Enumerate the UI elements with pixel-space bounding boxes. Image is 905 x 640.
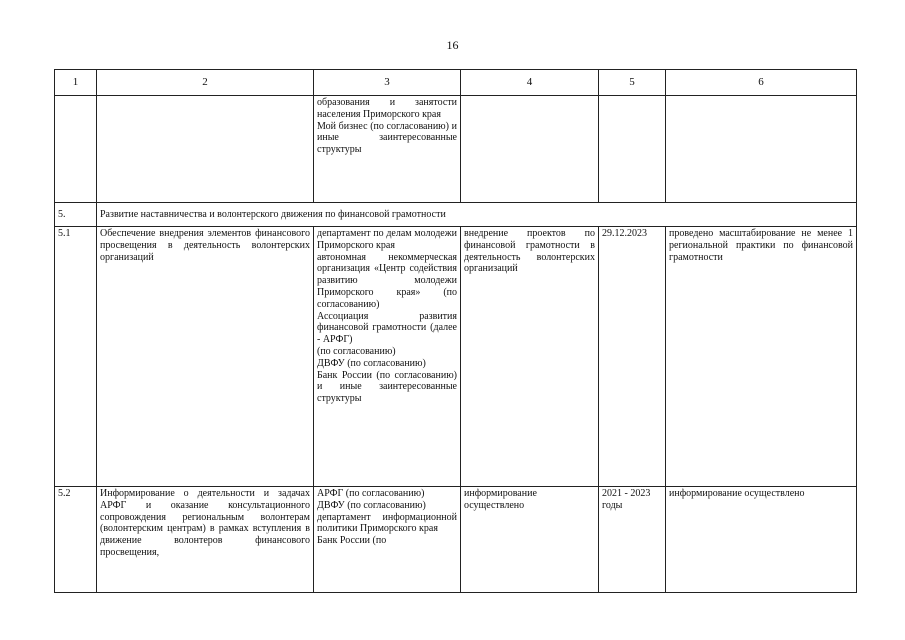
cell-deadline: 29.12.2023 <box>599 227 666 487</box>
header-cell: 2 <box>97 70 314 96</box>
cell-empty <box>599 96 666 203</box>
cell-result: информирование осуществлено <box>461 487 599 593</box>
cell-result: внедрение проектов по финансовой грамотности в деятельность волонтерских организаций <box>461 227 599 487</box>
cell-deadline: 2021 - 2023 годы <box>599 487 666 593</box>
cell-empty <box>97 96 314 203</box>
cell-responsible: образования и занятости населения Приморского края Мой бизнес (по согласованию) и иные заинтересованные структуры <box>314 96 461 203</box>
section-row <box>55 203 857 227</box>
cell-empty <box>666 96 857 203</box>
header-cell: 5 <box>599 70 666 96</box>
header-cell: 3 <box>314 70 461 96</box>
cell-empty <box>461 96 599 203</box>
cell-number: 5.1 <box>55 227 97 487</box>
header-cell: 1 <box>55 70 97 96</box>
cell-number: 5.2 <box>55 487 97 593</box>
cell-responsible: АРФГ (по согласованию) ДВФУ (по согласованию) департамент информационной политики Приморского края Банк России (по <box>314 487 461 593</box>
cell-empty <box>55 96 97 203</box>
table-row <box>55 227 857 487</box>
cell-indicator: проведено масштабирование не менее 1 региональной практики по финансовой грамотности <box>666 227 857 487</box>
section-number: 5. <box>55 203 97 227</box>
continuation-row <box>55 96 857 203</box>
cell-activity: Информирование о деятельности и задачах АРФГ и оказание консультационного сопровождения региональным волонтерам (волонтерским центрам) в рамках вступления в движение волонтеров финансового просвещения, <box>97 487 314 593</box>
section-title: Развитие наставничества и волонтерского движения по финансовой грамотности <box>97 203 857 227</box>
page-number: 16 <box>446 38 459 52</box>
plan-table <box>54 69 857 593</box>
header-cell: 6 <box>666 70 857 96</box>
header-cell: 4 <box>461 70 599 96</box>
header-row <box>55 70 857 96</box>
cell-activity: Обеспечение внедрения элементов финансового просвещения в деятельность волонтерских организаций <box>97 227 314 487</box>
cell-responsible: департамент по делам молодежи Приморского края автономная некоммерческая организация «Центр содействия развитию молодежи Приморского края» (по согласованию) Ассоциация развития финансовой грамотности (далее - АРФГ) (по согласованию) ДВФУ (по согласованию) Банк России (по согласованию) и иные заинтересованные структуры <box>314 227 461 487</box>
table-row <box>55 487 857 593</box>
cell-indicator: информирование осуществлено <box>666 487 857 593</box>
